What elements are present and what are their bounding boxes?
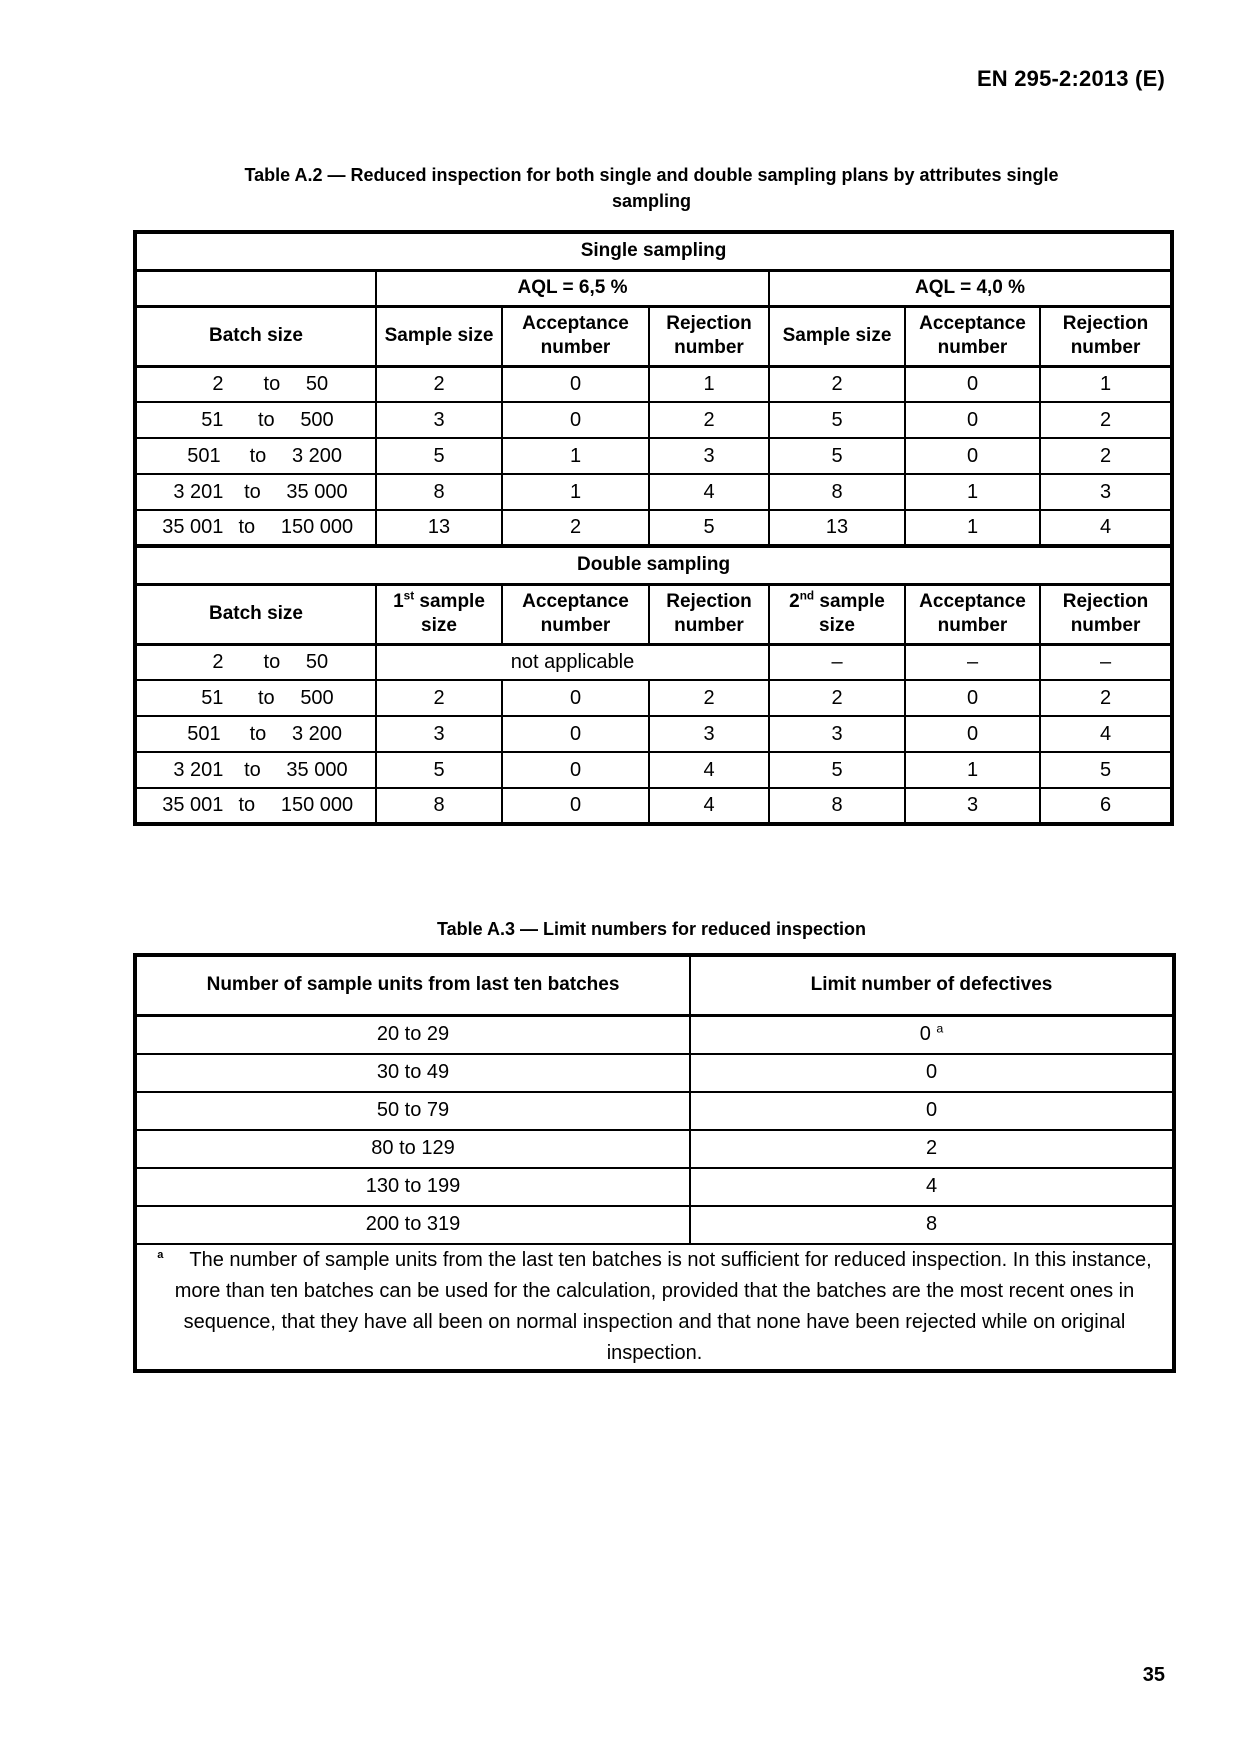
value-cell: 2 [1040,438,1172,474]
value-cell: 2 [376,680,502,716]
column-header-sample-units: Number of sample units from last ten batches [135,955,690,1015]
value-cell: 5 [649,510,769,546]
limit-cell: 0 [690,1092,1174,1130]
table-row [135,306,1172,366]
table-row [135,716,1172,752]
table-a2 [133,230,1174,826]
batch-size-cell: 51 to 500 [135,680,376,716]
value-cell: 8 [769,788,905,824]
value-cell: 0 [905,366,1040,402]
value-cell: 1 [649,366,769,402]
table-row [135,270,1172,306]
value-cell: 4 [1040,510,1172,546]
column-header-acceptance-number: Acceptance number [502,584,649,644]
value-cell: 2 [376,366,502,402]
table-row [135,1168,1174,1206]
value-cell: 8 [376,788,502,824]
page-number: 35 [1142,1664,1165,1686]
table-row [135,1015,1174,1054]
aql-4-0-label: AQL = 4,0 % [769,270,1172,306]
table-row [135,232,1172,270]
column-header-sample-size: Sample size [769,306,905,366]
value-cell: 5 [769,402,905,438]
table-row [135,438,1172,474]
empty-cell [135,270,376,306]
table-row [135,1244,1174,1371]
value-cell: 3 [649,438,769,474]
footnote [135,1244,1174,1371]
table-a3 [133,953,1176,1373]
value-cell: 1 [502,438,649,474]
value-cell: 2 [769,366,905,402]
column-header-second-sample-size: 2nd sample size [769,584,905,644]
column-header-acceptance-number: Acceptance number [905,584,1040,644]
value-cell: 1 [1040,366,1172,402]
range-cell: 130 to 199 [135,1168,690,1206]
limit-cell: 4 [690,1168,1174,1206]
value-cell: 1 [905,752,1040,788]
column-header-rejection-number: Rejection number [1040,306,1172,366]
value-cell: 4 [649,788,769,824]
table-a3-caption: Table A.3 — Limit numbers for reduced inspection [436,919,867,939]
value-cell: 3 [1040,474,1172,510]
value-cell: 2 [649,402,769,438]
batch-size-cell: 51 to 500 [135,402,376,438]
value-cell: 0 [905,716,1040,752]
batch-size-cell: 3 201 to 35 000 [135,474,376,510]
value-cell: 5 [769,438,905,474]
value-cell: 6 [1040,788,1172,824]
not-applicable-cell: not applicable [376,644,769,680]
footnote-text: The number of sample units from the last ten batches is not sufficient for reduced inspection. In this instance, more than ten batches can be used for the calculation, provided that the batches are the most recent ones in sequence, that they have all been on normal inspection and that none have been rejected while on original inspection. [174,1248,1152,1364]
batch-size-cell: 35 001 to 150 000 [135,788,376,824]
column-header-acceptance-number: Acceptance number [502,306,649,366]
aql-6-5-label: AQL = 6,5 % [376,270,769,306]
value-cell: 2 [769,680,905,716]
value-cell: 8 [769,474,905,510]
batch-size-cell: 3 201 to 35 000 [135,752,376,788]
range-cell: 200 to 319 [135,1206,690,1244]
column-header-batch-size: Batch size [135,306,376,366]
column-header-rejection-number: Rejection number [649,306,769,366]
single-sampling-band: Single sampling [135,232,1172,270]
table-row [135,1054,1174,1092]
value-cell: 4 [1040,716,1172,752]
table-row [135,1092,1174,1130]
value-cell: 0 [905,680,1040,716]
value-cell: 0 [502,752,649,788]
batch-size-cell: 2 to 50 [135,644,376,680]
value-cell: 5 [769,752,905,788]
value-cell: – [1040,644,1172,680]
table-a2-caption-line2: sampling [611,191,691,211]
value-cell: 1 [502,474,649,510]
table-a2-caption-line1: Table A.2 — Reduced inspection for both single and double sampling plans by attributes single [244,165,1059,185]
value-cell: 1 [905,474,1040,510]
limit-cell: 2 [690,1130,1174,1168]
table-row [135,644,1172,680]
column-header-rejection-number: Rejection number [649,584,769,644]
value-cell: 3 [769,716,905,752]
value-cell: 3 [376,402,502,438]
table-row [135,752,1172,788]
value-cell: 4 [649,752,769,788]
table-row [135,474,1172,510]
value-cell: – [769,644,905,680]
value-cell: 5 [376,438,502,474]
value-cell: 0 [502,402,649,438]
value-cell: 3 [376,716,502,752]
value-cell: 5 [376,752,502,788]
value-cell: 0 [905,402,1040,438]
table-row [135,510,1172,546]
column-header-sample-size: Sample size [376,306,502,366]
table-row [135,546,1172,584]
batch-size-cell: 2 to 50 [135,366,376,402]
column-header-acceptance-number: Acceptance number [905,306,1040,366]
range-cell: 50 to 79 [135,1092,690,1130]
document-reference: EN 295-2:2013 (E) [976,66,1165,91]
table-row [135,402,1172,438]
value-cell: 2 [502,510,649,546]
value-cell: 13 [376,510,502,546]
limit-cell: 0 $^a$ [690,1015,1174,1054]
value-cell: 2 [1040,680,1172,716]
value-cell: 0 [502,788,649,824]
column-header-batch-size: Batch size [135,584,376,644]
value-cell: 8 [376,474,502,510]
value-cell: 3 [905,788,1040,824]
range-cell: 20 to 29 [135,1015,690,1054]
limit-cell: 0 [690,1054,1174,1092]
table-row [135,366,1172,402]
table-row [135,584,1172,644]
value-cell: 5 [1040,752,1172,788]
column-header-limit-defectives: Limit number of defectives [690,955,1174,1015]
value-cell: 1 [905,510,1040,546]
double-sampling-band: Double sampling [135,546,1172,584]
table-row [135,1206,1174,1244]
value-cell: 0 [502,366,649,402]
batch-size-cell: 501 to 3 200 [135,438,376,474]
column-header-rejection-number: Rejection number [1040,584,1172,644]
column-header-first-sample-size: 1st sample size [376,584,502,644]
value-cell: 0 [502,716,649,752]
range-cell: 30 to 49 [135,1054,690,1092]
range-cell: 80 to 129 [135,1130,690,1168]
value-cell: 0 [905,438,1040,474]
value-cell: 0 [502,680,649,716]
table-row [135,788,1172,824]
value-cell: 3 [649,716,769,752]
table-row [135,1130,1174,1168]
table-row [135,680,1172,716]
table-a2-caption [133,162,1170,214]
batch-size-cell: 501 to 3 200 [135,716,376,752]
batch-size-cell: 35 001 to 150 000 [135,510,376,546]
footnote-marker: a [157,1248,164,1261]
value-cell: 4 [649,474,769,510]
table-row [135,955,1174,1015]
value-cell: 2 [1040,402,1172,438]
value-cell: 2 [649,680,769,716]
value-cell: – [905,644,1040,680]
value-cell: 13 [769,510,905,546]
limit-cell: 8 [690,1206,1174,1244]
